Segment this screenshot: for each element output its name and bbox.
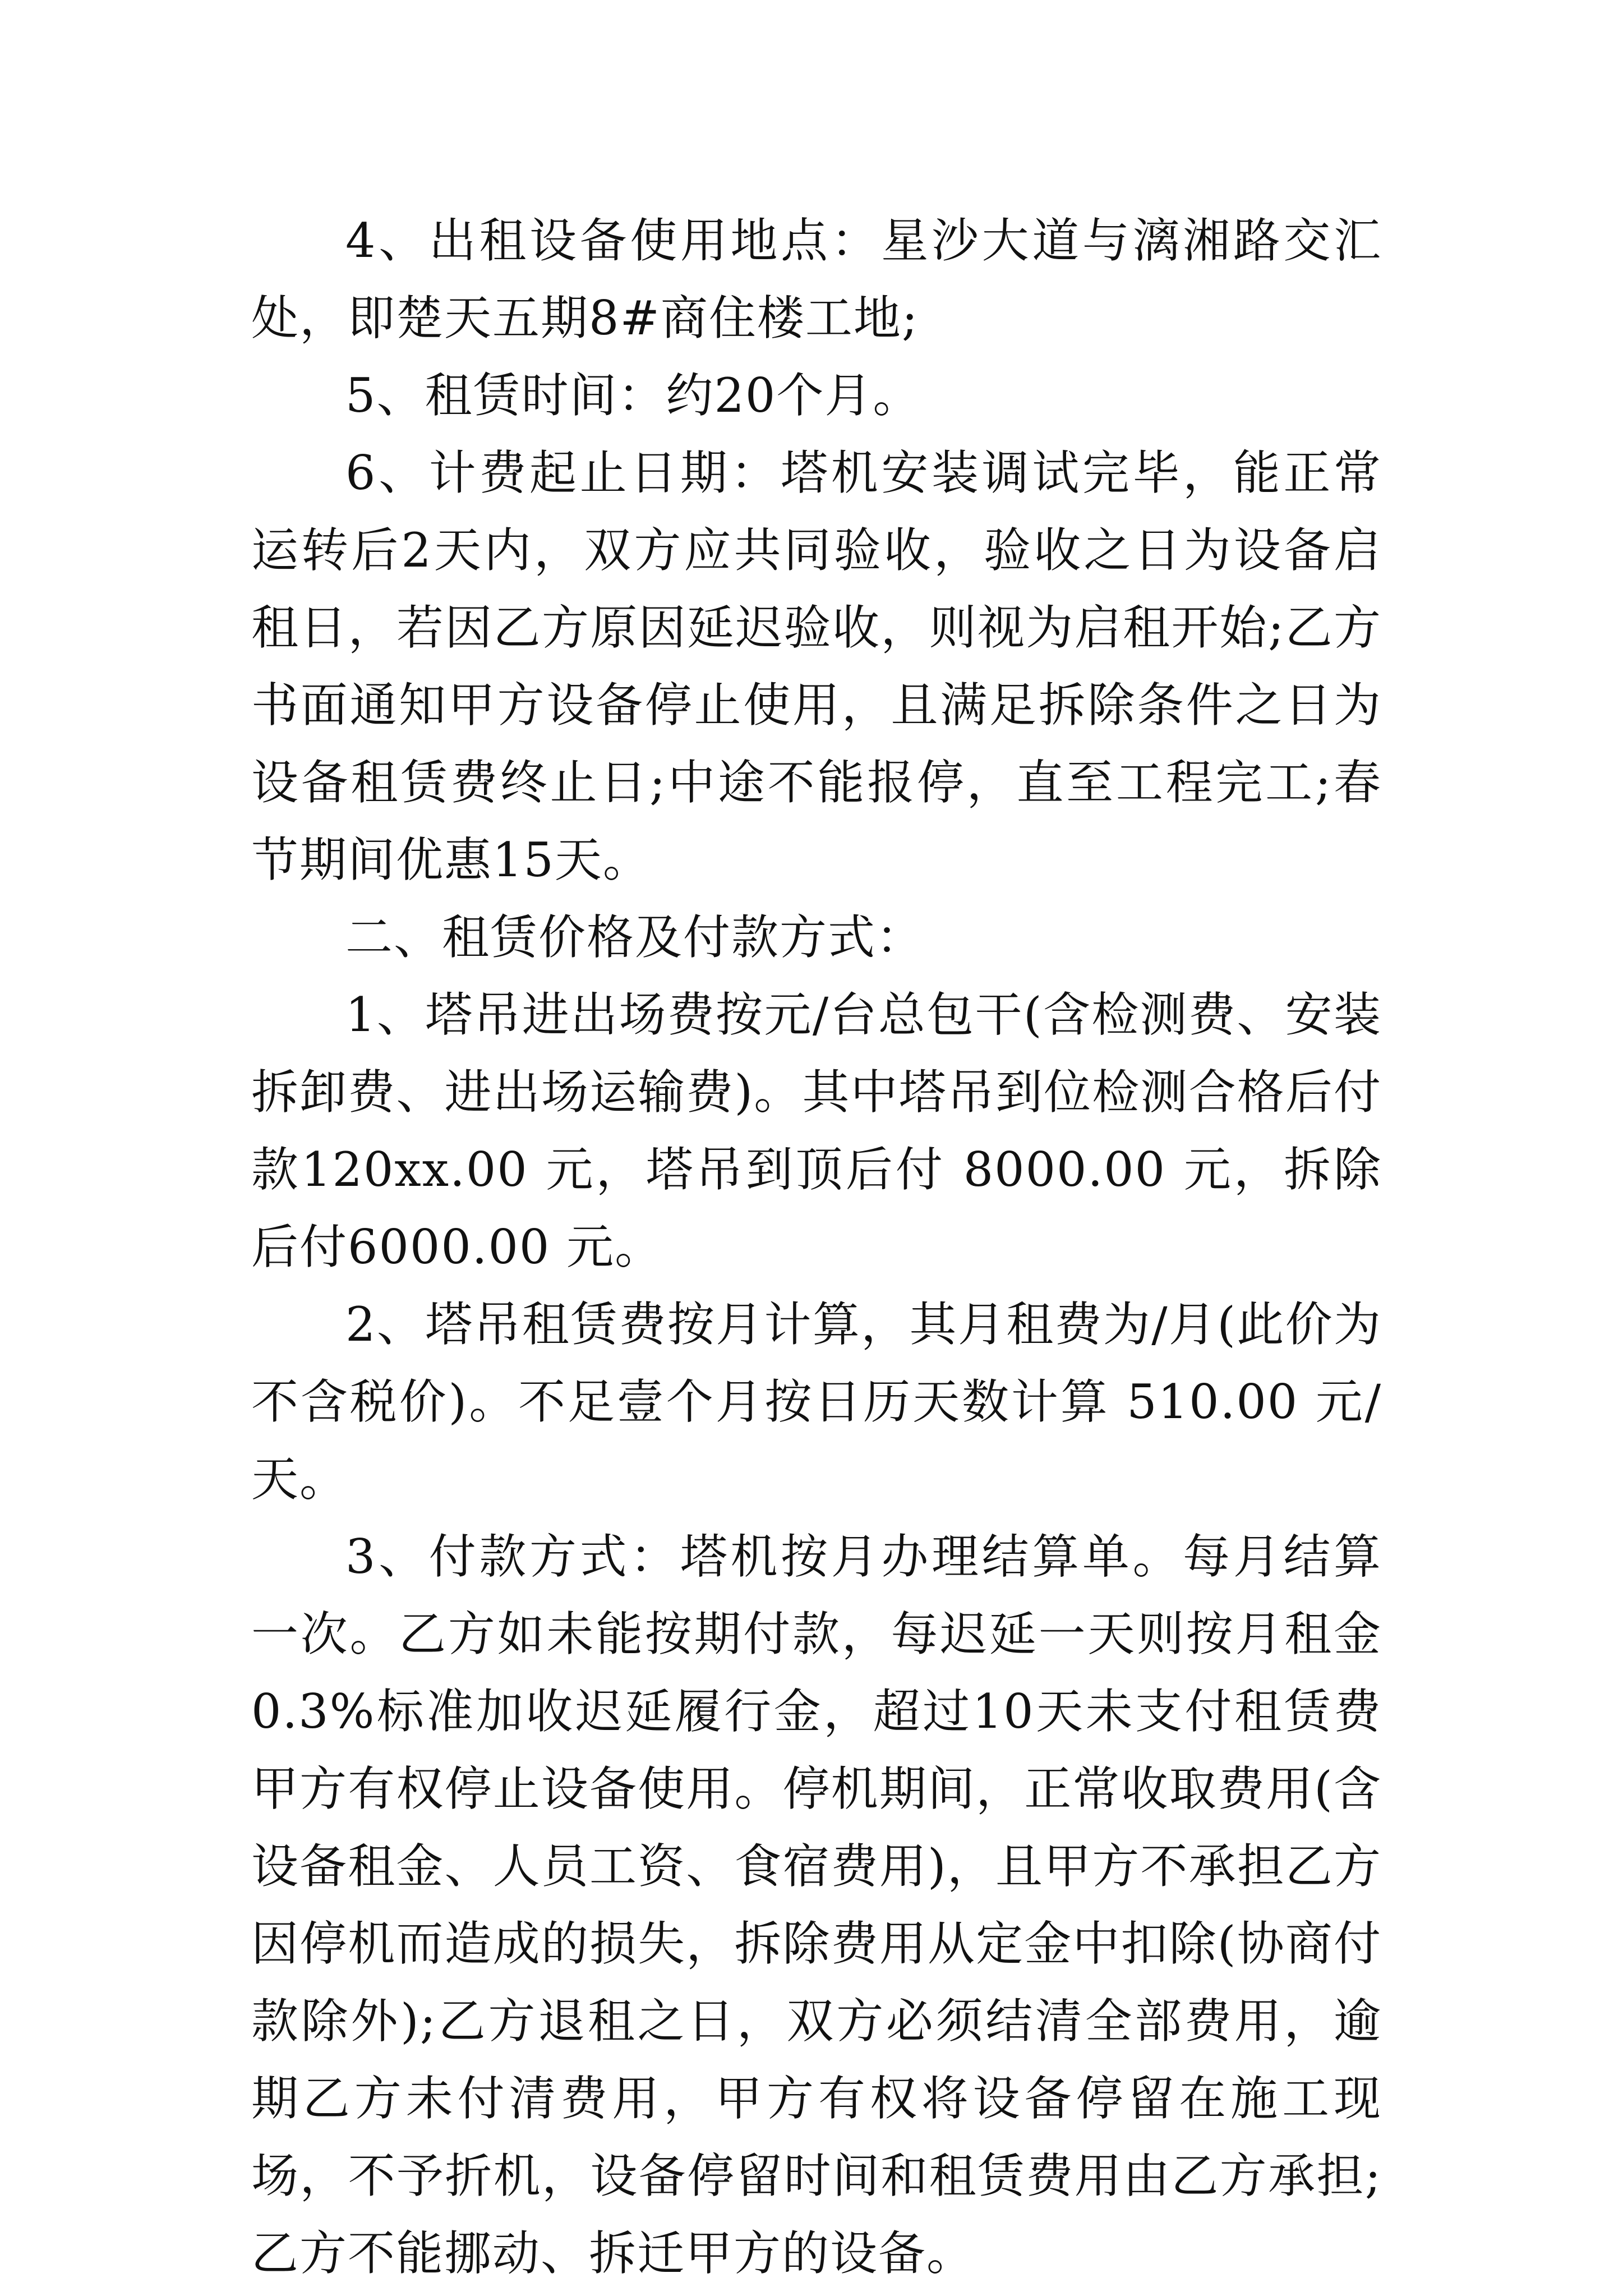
- clause-4-location: 4、出租设备使用地点：星沙大道与漓湘路交汇处，即楚天五期8#商住楼工地;: [251, 213, 1382, 346]
- section-2-clause-1-entry-fee: 1、塔吊进出场费按元/台总包干(含检测费、安装拆卸费、进出场运输费)。其中塔吊到位检测合格后付款120xx.00 元，塔吊到顶后付 8000.00 元，拆除后付6000.00 元。: [251, 987, 1382, 1274]
- section-2-heading: 二、租赁价格及付款方式：: [345, 910, 925, 965]
- section-2-clause-3-payment: 3、付款方式：塔机按月办理结算单。每月结算一次。乙方如未能按期付款，每迟延一天则按月租金0.3%标准加收迟延履行金，超过10天未支付租赁费甲方有权停止设备使用。停机期间，正常收取费用(含设备租金、人员工资、食宿费用)，且甲方不承担乙方因停机而造成的损失，拆除费用从定金中扣除(协商付款除外);乙方退租之日，双方必须结清全部费用，逾期乙方未付清费用，甲方有权将设备停留在施工现场，不予折机，设备停留时间和租赁费用由乙方承担;乙方不能挪动、拆迁甲方的设备。: [251, 1529, 1382, 2281]
- clause-6-billing-period: 6、计费起止日期：塔机安装调试完毕，能正常运转后2天内，双方应共同验收，验收之日为设备启租日，若因乙方原因延迟验收，则视为启租开始;乙方书面通知甲方设备停止使用，且满足拆除条件之日为设备租赁费终止日;中途不能报停，直至工程完工;春节期间优惠15天。: [251, 445, 1382, 887]
- clause-5-duration: 5、租赁时间：约20个月。: [345, 368, 921, 423]
- section-2-clause-2-rental-fee: 2、塔吊租赁费按月计算，其月租费为/月(此价为不含税价)。不足壹个月按日历天数计算 510.00 元/天。: [251, 1297, 1382, 1507]
- document-body: [251, 202, 1382, 2292]
